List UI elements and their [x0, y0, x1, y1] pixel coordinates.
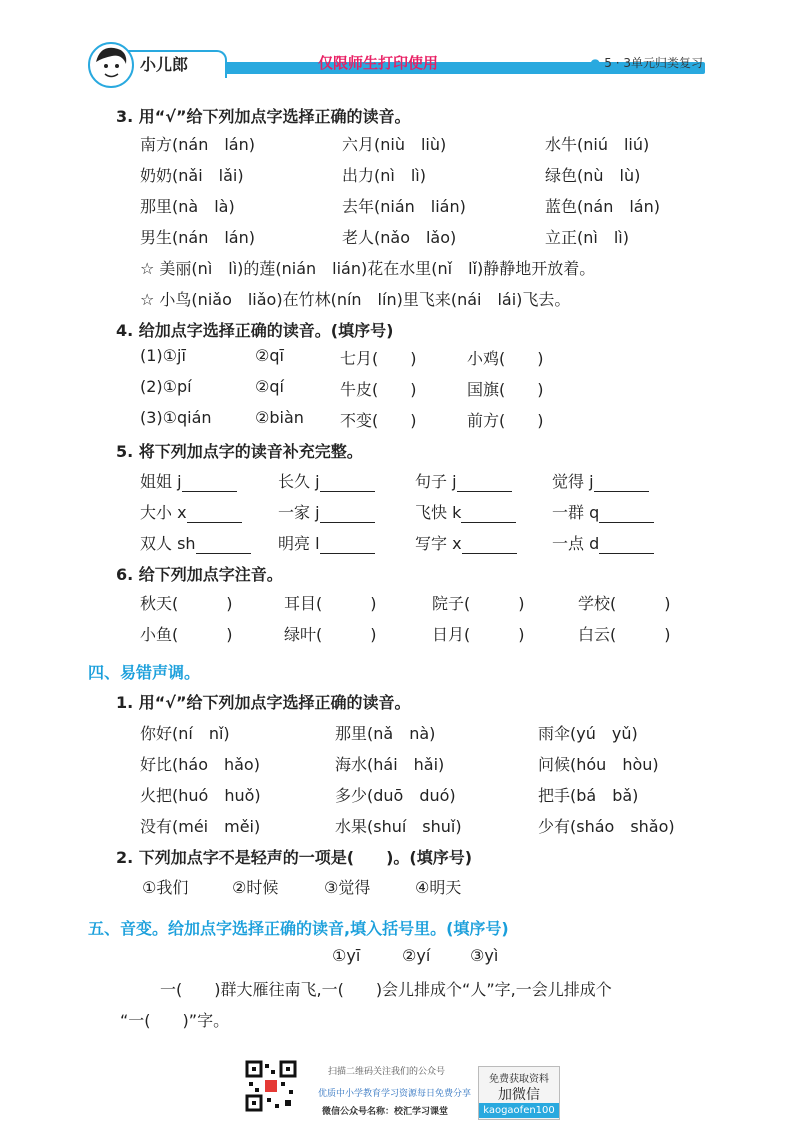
s4-item: 你好(ní nǐ)	[140, 724, 230, 743]
s4-q2-option: ④明天	[415, 878, 462, 897]
q3-star-sentence-1: ☆ 美丽(nì lì)的莲(nián lián)花在水里(nǐ lǐ)静静地开放着。	[140, 259, 596, 278]
q3-item: 蓝色(nán lán)	[545, 197, 660, 216]
q5-item[interactable]: 大小 x	[140, 500, 242, 523]
footer-scan-text: 扫描二维码关注我们的公众号	[328, 1067, 446, 1077]
q5-item[interactable]: 写字 x	[415, 531, 517, 554]
q3-title: 3. 用“√”给下列加点字选择正确的读音。	[116, 107, 411, 126]
s4-item: 少有(sháo shǎo)	[538, 817, 675, 836]
s4-item: 水果(shuí shuǐ)	[335, 817, 462, 836]
q3-item: 那里(nà là)	[140, 197, 235, 216]
s4-item: 问候(hóu hòu)	[538, 755, 659, 774]
s4-q1-title: 1. 用“√”给下列加点字选择正确的读音。	[116, 693, 411, 712]
q4-option: (3)①qián	[140, 408, 212, 427]
q4-option: ②biàn	[255, 408, 304, 427]
s4-q2-option: ①我们	[142, 878, 189, 897]
qr-code-icon[interactable]	[245, 1060, 297, 1112]
q5-item[interactable]: 一群 q	[552, 500, 654, 523]
s5-option: ②yí	[402, 946, 431, 965]
s4-item: 多少(duō duó)	[335, 786, 456, 805]
q6-blank[interactable]: 秋天( )	[140, 594, 233, 613]
q5-item[interactable]: 一点 d	[552, 531, 654, 554]
q6-title: 6. 给下列加点字注音。	[116, 565, 283, 584]
q4-blank[interactable]: 牛皮( )	[340, 380, 417, 399]
s5-sentence-line-2[interactable]: “一( )”字。	[120, 1011, 230, 1030]
brand-title: 小儿郎	[140, 55, 189, 74]
section-5-title: 五、音变。给加点字选择正确的读音,填入括号里。(填序号)	[88, 919, 509, 938]
s4-q2-title: 2. 下列加点字不是轻声的一项是( )。(填序号)	[116, 848, 473, 867]
q4-option: ②qī	[255, 346, 284, 365]
s4-item: 没有(méi měi)	[140, 817, 261, 836]
footer	[0, 1040, 800, 1123]
q4-option: (1)①jī	[140, 346, 186, 365]
q4-blank[interactable]: 前方( )	[467, 411, 544, 430]
q4-option: ②qí	[255, 377, 284, 396]
q3-item: 水牛(niú liú)	[545, 135, 650, 154]
q3-item: 六月(niù liù)	[342, 135, 447, 154]
q6-blank[interactable]: 绿叶( )	[284, 625, 377, 644]
s4-q2-option: ②时候	[232, 878, 279, 897]
s4-item: 雨伞(yú yǔ)	[538, 724, 638, 743]
q4-option: (2)①pí	[140, 377, 192, 396]
q4-blank[interactable]: 七月( )	[340, 349, 417, 368]
s5-option: ①yī	[332, 946, 361, 965]
q5-item[interactable]: 长久 j	[278, 469, 375, 492]
q5-item[interactable]: 飞快 k	[415, 500, 516, 523]
q3-item: 老人(nǎo lǎo)	[342, 228, 457, 247]
q5-item[interactable]: 姐姐 j	[140, 469, 237, 492]
footer-share-text: 优质中小学教育学习资源每日免费分享	[318, 1089, 472, 1099]
mascot-icon	[88, 42, 134, 88]
q3-item: 奶奶(nǎi lǎi)	[140, 166, 244, 185]
q3-item: 男生(nán lán)	[140, 228, 255, 247]
q5-item[interactable]: 明亮 l	[278, 531, 375, 554]
s4-item: 把手(bá bǎ)	[538, 786, 639, 805]
s4-item: 那里(nǎ nà)	[335, 724, 436, 743]
free-materials-label: 免费获取资料	[489, 1074, 549, 1085]
q3-item: 去年(nián lián)	[342, 197, 466, 216]
s4-q2-option: ③觉得	[324, 878, 371, 897]
q3-item: 南方(nán lán)	[140, 135, 255, 154]
s5-sentence-line-1[interactable]: 一( )群大雁往南飞,一( )会儿排成个“人”字,一会儿排成个	[160, 980, 612, 999]
q5-item[interactable]: 句子 j	[415, 469, 512, 492]
q5-title: 5. 将下列加点字的读音补充完整。	[116, 442, 363, 461]
q6-blank[interactable]: 小鱼( )	[140, 625, 233, 644]
q3-item: 绿色(nù lù)	[545, 166, 641, 185]
print-notice: 仅限师生打印使用	[318, 54, 439, 72]
unit-label: ● 5 · 3单元归类复习	[590, 56, 704, 70]
q5-item[interactable]: 觉得 j	[552, 469, 649, 492]
q4-blank[interactable]: 小鸡( )	[467, 349, 544, 368]
q3-item: 出力(nì lì)	[342, 166, 426, 185]
section-4-title: 四、易错声调。	[88, 663, 201, 682]
s4-item: 火把(huó huǒ)	[140, 786, 261, 805]
q3-star-sentence-2: ☆ 小鸟(niǎo liǎo)在竹林(nín lín)里飞来(nái lái)飞去。	[140, 290, 571, 309]
footer-account-text: 微信公众号名称：校汇学习课堂	[322, 1107, 449, 1117]
q5-item[interactable]: 双人 sh	[140, 531, 251, 554]
q5-item[interactable]: 一家 j	[278, 500, 375, 523]
q3-item: 立正(nì lì)	[545, 228, 629, 247]
wechat-id: kaogaofen100	[479, 1103, 559, 1118]
q4-blank[interactable]: 不变( )	[340, 411, 417, 430]
add-wechat-label: 加微信	[498, 1087, 540, 1103]
q6-blank[interactable]: 日月( )	[432, 625, 525, 644]
q6-blank[interactable]: 学校( )	[578, 594, 671, 613]
q6-blank[interactable]: 耳目( )	[284, 594, 377, 613]
s4-item: 好比(háo hǎo)	[140, 755, 260, 774]
s5-option: ③yì	[470, 946, 499, 965]
q6-blank[interactable]: 院子( )	[432, 594, 525, 613]
q4-blank[interactable]: 国旗( )	[467, 380, 544, 399]
wechat-contact-box[interactable]	[478, 1066, 560, 1120]
s4-item: 海水(hái hǎi)	[335, 755, 445, 774]
q4-title: 4. 给加点字选择正确的读音。(填序号)	[116, 321, 394, 340]
q6-blank[interactable]: 白云( )	[578, 625, 671, 644]
